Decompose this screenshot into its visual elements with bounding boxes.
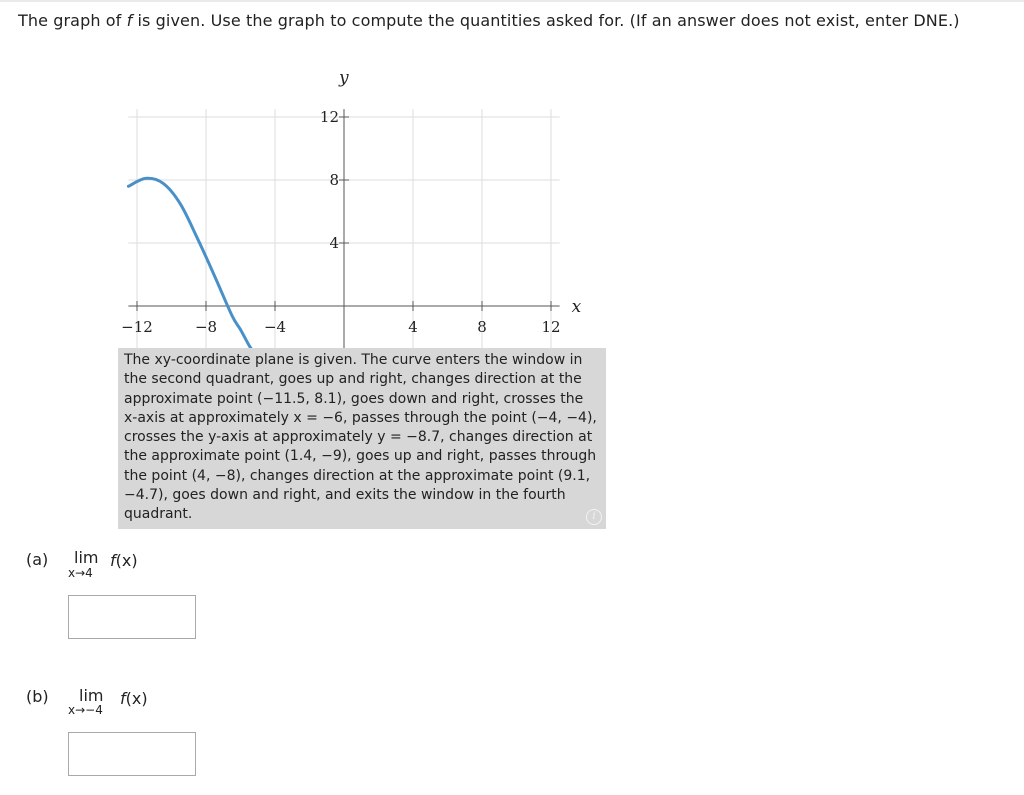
tick-labels xyxy=(121,108,560,336)
part-b-lim: lim xyxy=(79,686,104,705)
x-tick-label: −4 xyxy=(263,318,287,336)
part-b-function-name: f xyxy=(120,689,126,708)
top-divider xyxy=(0,0,1024,2)
part-b-subscript: x→−4 xyxy=(68,703,103,717)
part-a-subscript: x→4 xyxy=(68,566,93,580)
part-b-function-arg: (x) xyxy=(125,689,148,708)
part-b-answer-input[interactable] xyxy=(68,732,196,776)
info-icon[interactable]: i xyxy=(586,509,602,525)
graph-description-text: The xy-coordinate plane is given. The curve enters the window in the second quadrant, goes up and right, changes direction at the approximate point (−11.5, 8.1), goes down and right, crosses the x-axis at approximately x = −6, passes through the point (−4, −4), crosses the y-axis at approximately y = −8.7, changes direction at the approximate point (1.4, −9), goes up and right, passes through the point (4, −8), changes direction at the approximate point (9.1, −4.7), goes down and right, and exits the window in the fourth quadrant. xyxy=(124,352,597,523)
x-tick-label: −12 xyxy=(121,318,153,336)
part-a-lim: lim xyxy=(74,548,99,567)
part-b-function xyxy=(120,689,148,708)
prompt-function-name: f xyxy=(126,11,133,30)
part-a-function xyxy=(110,551,138,570)
part-b-label: (b) xyxy=(26,687,49,706)
x-tick-label: 8 xyxy=(477,318,487,336)
part-a-label: (a) xyxy=(26,550,49,569)
x-tick-label: −8 xyxy=(194,318,218,336)
axes xyxy=(128,109,559,358)
x-tick-label: 4 xyxy=(408,318,418,336)
prompt-text-end: is given. Use the graph to compute the quantities asked for. (If an answer does not exist, enter DNE.) xyxy=(132,11,960,30)
prompt-text-start: The graph of xyxy=(18,11,127,30)
question-prompt xyxy=(18,11,960,30)
x-axis-label: x xyxy=(571,297,582,317)
y-tick-label: 8 xyxy=(329,171,339,189)
function-graph xyxy=(100,58,600,358)
x-tick-label: 12 xyxy=(541,318,561,336)
y-axis-label: y xyxy=(339,68,349,89)
part-a-answer-input[interactable] xyxy=(68,595,196,639)
graph-description xyxy=(118,348,606,529)
part-a-function-name: f xyxy=(110,551,116,570)
part-a-function-arg: (x) xyxy=(115,551,138,570)
y-tick-label: 4 xyxy=(329,234,339,252)
y-tick-label: 12 xyxy=(319,108,339,126)
